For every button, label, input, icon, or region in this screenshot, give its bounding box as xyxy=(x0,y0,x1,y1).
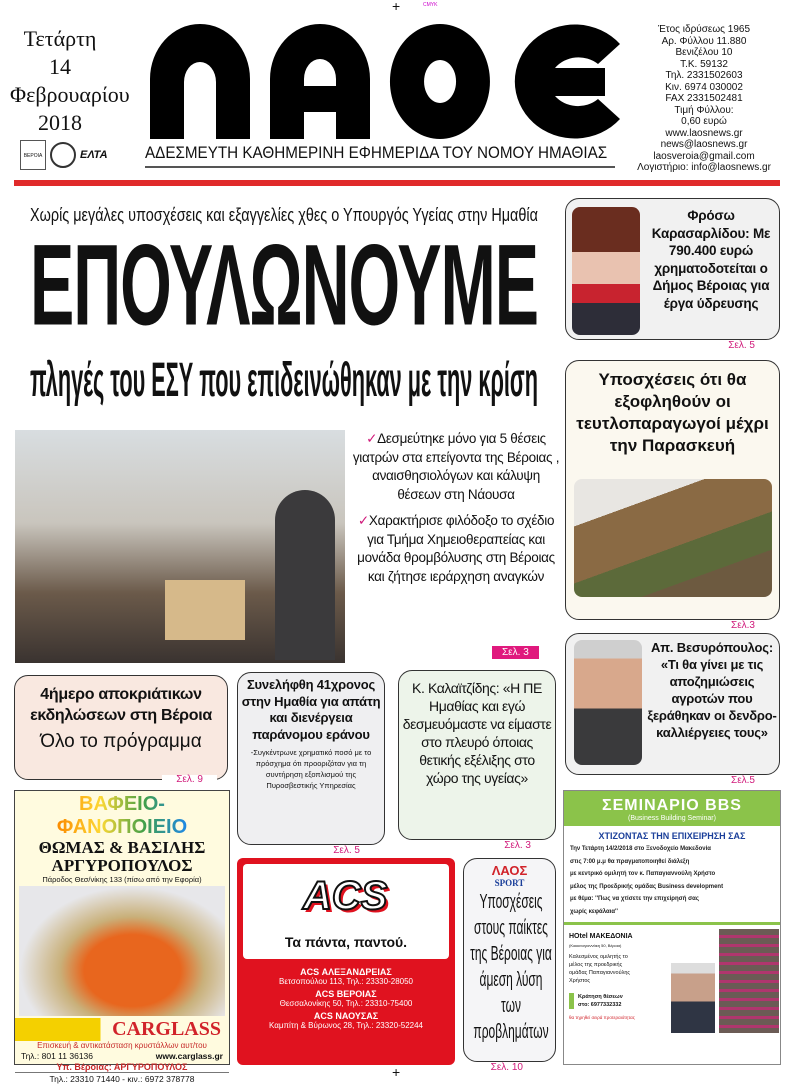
website[interactable]: www.carglass.gr xyxy=(155,1051,223,1061)
kicker-text: Χωρίς μεγάλες υποσχέσεις και εξαγγελίες χθες ο Υπουργός Υγείας στην Ημαθία xyxy=(30,205,538,225)
accounting-email[interactable]: Λογιστήριο: info@laosnews.gr xyxy=(637,162,771,173)
laos-logo xyxy=(150,24,620,139)
phone: Τηλ.: 801 11 36136 xyxy=(21,1051,93,1061)
branch-address: Καμπίτη & Βύρωνος 28, Τηλ.: 23320-52244 xyxy=(269,1021,423,1030)
bbs-subtitle: (Business Building Seminar) xyxy=(628,815,716,822)
ad-service: Επισκευή & αντικατάσταση κρυστάλλων αυτ/του xyxy=(37,1041,207,1050)
story-kalaitzidis[interactable] xyxy=(398,670,556,851)
header-divider xyxy=(14,180,780,186)
ad-phone: Τηλ.: 23310 71440 - κιν.: 6972 378778 xyxy=(15,1072,229,1084)
story-arrest[interactable] xyxy=(237,672,385,856)
info-line: Τ.Κ. 59132 xyxy=(680,58,728,70)
ad-title: ΒΑΦΕΙΟ-ΦΑΝΟΠΟΙΕΙΟ xyxy=(15,793,229,839)
speaker-info: Καλεσμένος ομιλητής το μέλος της προεδρικής ομάδας Παπαγιαννούλης Χρήστος xyxy=(569,954,631,984)
bbs-line: στις 7:00 μ.μ θα πραγματοποιηθεί διάλεξη xyxy=(570,858,690,865)
day: 14 xyxy=(49,54,71,79)
story-title: Απ. Βεσυρόπουλος: «Τι θα γίνει με τις αποζημιώσεις αγροτών που ξεράθηκαν οι δενδρο- καλλιέργειες τους» xyxy=(647,640,777,740)
story-subtitle: Όλο το πρόγραμμα xyxy=(40,731,202,752)
beet-harvest-photo xyxy=(574,479,772,597)
ad-contact-row xyxy=(15,1050,229,1062)
branch-name: ACS ΑΛΕΞΑΝΔΡΕΙΑΣ xyxy=(300,967,392,977)
seal-icon xyxy=(50,142,76,168)
weekday: Τετάρτη xyxy=(23,26,97,51)
tagline xyxy=(145,143,615,168)
info-line: 0,60 ευρώ xyxy=(681,116,727,127)
lead-page-ref[interactable]: Σελ. 3 xyxy=(492,646,539,659)
page-ref[interactable]: Σελ. 9 xyxy=(162,775,217,785)
bbs-bottom xyxy=(564,929,780,1039)
tagline-text: ΑΔΕΣΜΕΥΤΗ ΚΑΘΗΜΕΡΙΝΗ ΕΦΗΜΕΡΙΔΑ ΤΟΥ ΝΟΜΟΥ ΗΜΑΘΙΑΣ xyxy=(145,143,608,162)
registration-mark-top: + xyxy=(392,0,401,14)
info-line: Αρ. Φύλλου 11.880 xyxy=(661,35,747,47)
ad-bbs-seminar[interactable] xyxy=(563,790,781,1065)
logo-letter-sigma xyxy=(515,25,620,139)
story-title: Συνελήφθη 41χρονος στην Ημαθία για απάτη και διενέργεια παράνομου εράνου xyxy=(241,677,381,742)
lead-headline[interactable] xyxy=(30,221,540,350)
bullet-item xyxy=(352,512,560,586)
karasarlidou-photo xyxy=(572,207,640,335)
month: Φεβρουαρίου xyxy=(10,82,130,107)
info-line: Βενιζέλου 10 xyxy=(675,47,733,58)
logo-letter-omicron xyxy=(390,24,490,139)
bullet-item xyxy=(352,430,560,504)
ad-address: Πάροδος Θεσ/νίκης 133 (πίσω από την Εφορία) xyxy=(42,875,202,884)
story-vesyropoulos[interactable] xyxy=(565,633,780,786)
cmyk-mark: CMYK xyxy=(423,2,438,8)
lead-bullets xyxy=(352,430,560,586)
story-carnival[interactable] xyxy=(14,675,228,785)
page-ref[interactable]: Σελ.5 xyxy=(717,775,769,787)
carglass-logo: CARGLASS xyxy=(15,1018,229,1041)
podium xyxy=(165,580,245,640)
branch-address: Θεσσαλονίκης 50, Τηλ.: 23310-75400 xyxy=(279,999,413,1008)
page-ref[interactable]: Σελ. 5 xyxy=(319,845,374,857)
website-link[interactable]: www.laosnews.gr xyxy=(665,127,743,139)
check-icon: ✓ xyxy=(357,513,369,528)
sport-label: SPORT xyxy=(494,878,525,888)
email-link[interactable]: laosveroia@gmail.com xyxy=(653,150,755,162)
info-line: Κιν. 6974 030002 xyxy=(665,81,743,93)
registration-mark-bottom: + xyxy=(392,1064,401,1080)
story-title: 4ήμερο αποκριάτικων εκδηλώσεων στη Βέροια xyxy=(30,686,212,724)
car-painting-photo xyxy=(19,886,225,1016)
acs-logo-area xyxy=(243,864,449,959)
bbs-line: χωρίς κεφάλαια'' xyxy=(570,908,618,915)
acs-slogan: Τα πάντα, παντού. xyxy=(284,934,408,950)
info-line: FAX 2331502481 xyxy=(665,93,743,104)
branch-address: Βετσοπούλου 113, Τηλ.: 23330-28050 xyxy=(278,977,413,986)
branch-name: ACS ΝΑΟΥΣΑΣ xyxy=(313,1011,379,1021)
laos-sport-logo: ΛΑΟΣ xyxy=(491,863,528,878)
story-beet-growers[interactable] xyxy=(565,360,780,631)
bbs-header xyxy=(564,791,780,826)
speaker-figure xyxy=(275,490,335,660)
hotel-name: HOtel ΜΑΚΕΔΟΝΙΑ xyxy=(569,933,633,940)
subhead-text: πληγές του ΕΣΥ που επιδεινώθηκαν με την κρίση xyxy=(30,354,539,407)
bbs-heading: ΧΤΙΖΟΝΤΑΣ ΤΗΝ ΕΠΙΧΕΙΡΗΣΗ ΣΑΣ xyxy=(598,831,746,841)
info-line: Έτος ιδρύσεως 1965 xyxy=(657,24,751,35)
page-ref[interactable]: Σελ. 10 xyxy=(477,1062,537,1074)
bbs-line: με θέμα: ''Πως να χτίσετε την επιχείρησή σας xyxy=(570,896,699,902)
issue-date xyxy=(10,25,130,137)
page-ref[interactable]: Σελ.3 xyxy=(717,620,769,632)
speaker-photo xyxy=(671,963,715,1033)
story-karasarlidou[interactable] xyxy=(565,198,780,351)
elta-logo: ΕΛΤΑ xyxy=(80,149,108,161)
story-title xyxy=(441,889,581,1045)
vesyropoulos-photo xyxy=(574,640,642,765)
email-link[interactable]: news@laosnews.gr xyxy=(660,139,748,150)
page-ref[interactable]: Σελ. 5 xyxy=(714,340,769,352)
bbs-title: ΣΕΜΙΝΑΡΙΟ BBS xyxy=(602,797,742,814)
year: 2018 xyxy=(38,110,82,135)
ad-surname: ΑΡΓΥΡΟΠΟΥΛΟΣ xyxy=(51,856,193,875)
membership-badges xyxy=(20,140,108,170)
ad-names: ΘΩΜΑΣ & ΒΑΣΙΛΗΣ xyxy=(38,838,206,857)
lead-subhead xyxy=(30,352,540,412)
bbs-divider xyxy=(564,922,780,925)
branch-name: ACS ΒΕΡΟΙΑΣ xyxy=(315,989,377,999)
hotel-photo xyxy=(719,929,779,1033)
booking-note: θα τηρηθεί σειρά προτεραιότητας xyxy=(569,1015,635,1020)
ad-rep: Υπ. Βέροιας: ΑΡΓΥΡΟΠΟΥΛΟΣ xyxy=(56,1062,188,1072)
ad-acs[interactable] xyxy=(237,858,455,1065)
story-body: -Συγκέντρωνε χρηματικό ποσό με το πρόσχημα ότι προοριζόταν για τη συντήρηση εξοπλισμού της Πυροσβεστικής Υπηρεσίας xyxy=(250,748,372,790)
bbs-lines xyxy=(564,841,780,920)
press-badge: ΒΕΡΟΙΑ xyxy=(20,140,46,170)
bullet-text: Δεσμεύτηκε μόνο για 5 θέσεις γιατρών στα επείγοντα της Βέροιας , αναισθησιολόγων και κάλυψη θέσεων στη Νάουσα xyxy=(352,431,560,502)
booking-info: Κράτηση θέσεων στο: 6977332332 xyxy=(569,993,629,1009)
story-title: Κ. Καλαϊτζίδης: «Η ΠΕ Ημαθίας και εγώ δεσμευόμαστε να είμαστε στο πλευρό όποιας θετικής εξέλιξης στο χώρο της υγείας» xyxy=(402,680,552,786)
acs-logo: ACS xyxy=(303,874,388,918)
sport-text: Υποσχέσεις στους παίκτες της Βέροιας για άμεση λύση των προβλημάτων xyxy=(470,891,552,1043)
ad-bodyshop[interactable] xyxy=(14,790,230,1084)
page-ref[interactable]: Σελ. 3 xyxy=(490,840,545,852)
info-line: Τηλ. 2331502603 xyxy=(665,70,743,81)
hotel-address: (Κοκκινογιαννάκη 50, Βέροια) xyxy=(569,943,622,948)
check-icon: ✓ xyxy=(366,431,378,446)
bbs-line: με κεντρικό ομιλητή τον κ. Παπαγιαννούλη Χρήστο xyxy=(570,871,716,877)
bullet-text: Χαρακτήρισε φιλόδοξο το σχέδιο για Τμήμα Χημειοθεραπείας και μονάδα θρομβόλυσης στη Βέροιας και ζήτησε ιεράρχηση αναγκών xyxy=(357,513,555,584)
logo-letter-alpha xyxy=(270,24,370,139)
story-title: Υποσχέσεις ότι θα εξοφληθούν οι τευτλοπαραγωγοί μέχρι την Παρασκευή xyxy=(576,370,769,455)
logo-letter-lambda xyxy=(150,24,250,139)
publication-info xyxy=(618,24,790,174)
story-sport[interactable] xyxy=(463,858,556,1073)
headline-text: ΕΠΟΥΛΩΝΟΥΜΕ xyxy=(30,221,539,350)
info-line: Τιμή Φύλλου: xyxy=(674,104,734,116)
story-title: Φρόσω Καρασαρλίδου: Με 790.400 ευρώ χρηματοδοτείται ο Δήμος Βέροιας για έργα ύδρευσης xyxy=(651,208,771,311)
bbs-line: μέλος της Προεδρικής ομάδας Business development xyxy=(570,883,724,890)
bbs-line: Την Τετάρτη 14/2/2018 στο Ξενοδοχείο Μακεδονία xyxy=(570,846,711,852)
lead-photo xyxy=(15,430,345,663)
